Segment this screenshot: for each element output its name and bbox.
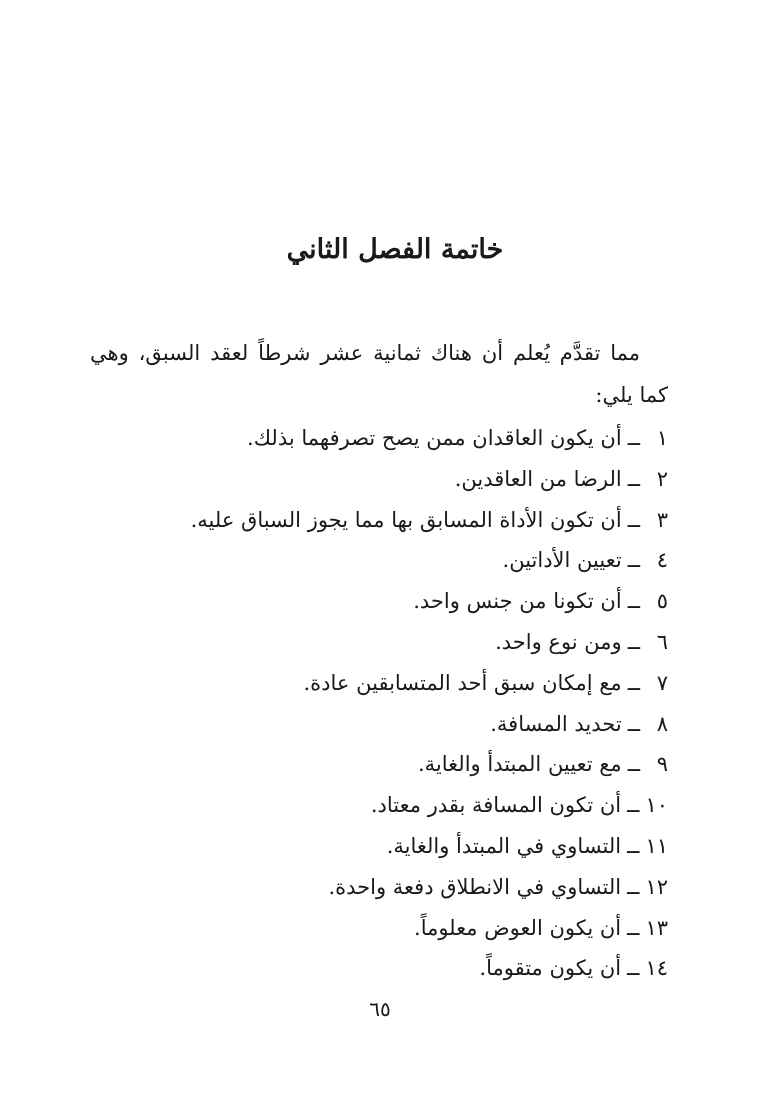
item-number: ٧ (656, 670, 668, 695)
item-number: ٥ (656, 589, 668, 614)
list-item (90, 622, 668, 663)
list-item (90, 785, 668, 826)
intro-paragraph: مما تقدَّم يُعلم أن هناك ثمانية عشر شرطاً لعقد السبق، وهي كما يلي: (90, 341, 668, 407)
item-text: تحديد المسافة. (490, 711, 622, 736)
item-number: ٣ (656, 507, 668, 532)
item-text: التساوي في المبتدأ والغاية. (386, 833, 622, 858)
chapter-conclusion-title: خاتمة الفصل الثاني (286, 234, 504, 265)
list-item (90, 581, 668, 622)
item-dash: ــ (627, 629, 640, 654)
item-text: أن يكون العوض معلوماً. (414, 915, 622, 940)
item-dash: ــ (627, 507, 640, 532)
item-text: الرضا من العاقدين. (454, 466, 622, 491)
list-item (90, 908, 668, 949)
item-dash: ــ (627, 793, 640, 818)
item-text: أن يكون متقوماً. (479, 956, 622, 981)
item-dash: ــ (627, 956, 640, 981)
conditions-list (90, 418, 668, 989)
list-item (90, 459, 668, 500)
item-text: ومن نوع واحد. (495, 629, 622, 654)
item-number: ٦ (656, 629, 668, 654)
item-number: ٨ (656, 711, 668, 736)
item-number: ١٠ (645, 793, 668, 818)
item-dash: ــ (627, 466, 640, 491)
item-dash: ــ (627, 874, 640, 899)
item-dash: ــ (627, 752, 640, 777)
item-text: أن تكونا من جنس واحد. (413, 589, 622, 614)
list-item (90, 540, 668, 581)
item-number: ١٢ (645, 874, 668, 899)
item-text: التساوي في الانطلاق دفعة واحدة. (328, 874, 622, 899)
item-dash: ــ (627, 915, 640, 940)
item-dash: ــ (627, 833, 640, 858)
item-number: ٩ (656, 752, 668, 777)
item-text: أن تكون الأداة المسابق بها مما يجوز السباق عليه. (190, 507, 622, 532)
item-text: أن تكون المسافة بقدر معتاد. (370, 793, 622, 818)
item-number: ١ (656, 426, 668, 450)
item-text: تعيين الأداتين. (502, 548, 622, 573)
list-item (90, 418, 668, 459)
item-dash: ــ (627, 426, 640, 450)
item-dash: ــ (627, 548, 640, 573)
item-number: ١٣ (645, 915, 668, 940)
item-number: ١٤ (645, 956, 668, 981)
page-number: ٦٥ (369, 997, 391, 1021)
list-item (90, 744, 668, 785)
list-item (90, 500, 668, 541)
item-text: أن يكون العاقدان ممن يصح تصرفهما بذلك. (247, 426, 622, 450)
list-item (90, 867, 668, 908)
list-item (90, 663, 668, 704)
list-item (90, 704, 668, 745)
item-dash: ــ (627, 589, 640, 614)
item-number: ٢ (656, 466, 668, 491)
item-dash: ــ (627, 670, 640, 695)
list-item (90, 826, 668, 867)
item-text: مع إمكان سبق أحد المتسابقين عادة. (303, 670, 622, 695)
item-text: مع تعيين المبتدأ والغاية. (418, 752, 622, 777)
list-item (90, 948, 668, 989)
item-number: ٤ (656, 548, 668, 573)
item-dash: ــ (627, 711, 640, 736)
item-number: ١١ (645, 833, 668, 858)
